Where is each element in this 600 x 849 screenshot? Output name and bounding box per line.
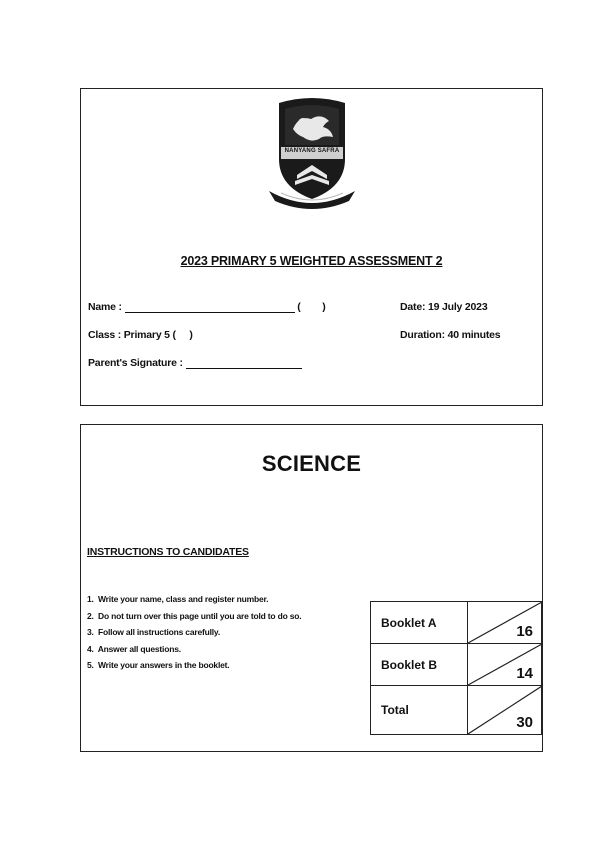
instruction-item: 5. Write your answers in the booklet. bbox=[87, 660, 230, 670]
parent-signature-field bbox=[88, 357, 302, 369]
instruction-item: 2. Do not turn over this page until you are told to do so. bbox=[87, 610, 302, 621]
total-label: Total bbox=[371, 686, 468, 735]
crest-text: NANYANG SAFRA bbox=[284, 148, 340, 154]
instruction-item: 3. Follow all instructions carefully. bbox=[87, 627, 220, 637]
signature-label: Parent's Signature : bbox=[88, 357, 183, 369]
booklet-b-label: Booklet B bbox=[371, 644, 468, 686]
table-row bbox=[371, 686, 542, 735]
booklet-a-score-cell[interactable] bbox=[467, 602, 541, 644]
date-text: Date: 19 July 2023 bbox=[400, 301, 488, 313]
booklet-b-max: 14 bbox=[516, 665, 533, 682]
name-blank[interactable] bbox=[125, 302, 295, 313]
header-section bbox=[80, 88, 543, 406]
subject-title: SCIENCE bbox=[261, 451, 362, 476]
table-row bbox=[371, 602, 542, 644]
total-max: 30 bbox=[516, 714, 533, 731]
instruction-item: 1. Write your name, class and register number. bbox=[87, 594, 269, 604]
assessment-title: 2023 PRIMARY 5 WEIGHTED ASSESSMENT 2 bbox=[180, 254, 443, 268]
instructions-list bbox=[87, 591, 301, 674]
name-field bbox=[88, 301, 326, 313]
total-score-cell[interactable] bbox=[467, 686, 541, 735]
booklet-a-label: Booklet A bbox=[371, 602, 468, 644]
register-number-brackets: ( ) bbox=[297, 301, 326, 313]
table-row bbox=[371, 644, 542, 686]
name-label: Name : bbox=[88, 301, 122, 313]
instructions-heading: INSTRUCTIONS TO CANDIDATES bbox=[87, 546, 249, 558]
signature-blank[interactable] bbox=[186, 358, 302, 369]
booklet-a-max: 16 bbox=[516, 623, 533, 640]
instructions-section bbox=[80, 424, 543, 752]
booklet-b-score-cell[interactable] bbox=[467, 644, 541, 686]
score-table bbox=[370, 601, 542, 735]
duration-text: Duration: 40 minutes bbox=[400, 329, 501, 341]
instruction-item: 4. Answer all questions. bbox=[87, 643, 181, 654]
class-field: Class : Primary 5 ( ) bbox=[88, 329, 193, 341]
